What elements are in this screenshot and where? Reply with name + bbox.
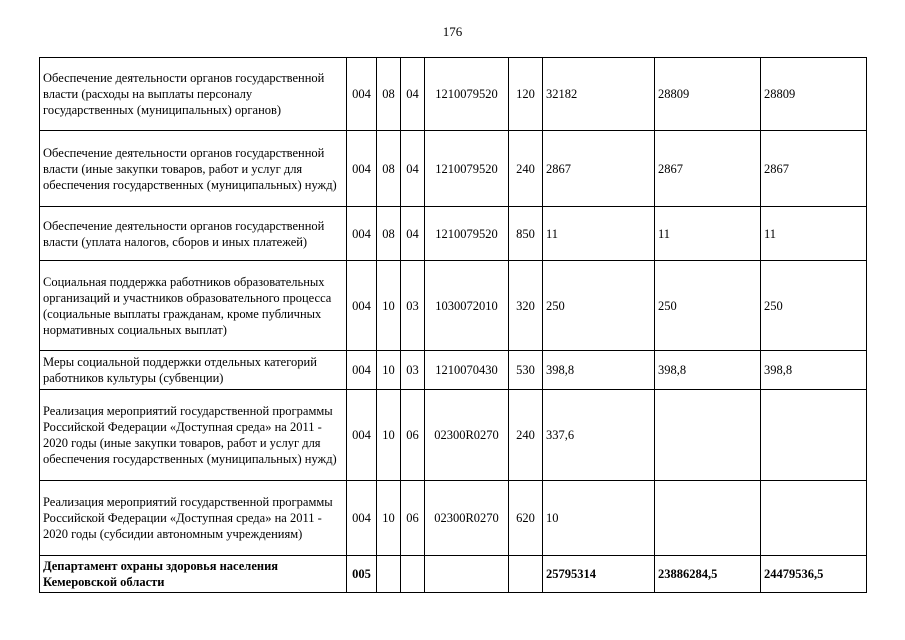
vr-code: 620 xyxy=(509,481,543,556)
rz-code: 10 xyxy=(377,390,401,481)
csr-code: 02300R0270 xyxy=(425,390,509,481)
row-description: Департамент охраны здоровья населения Кемеровской области xyxy=(40,556,347,593)
amount-1: 10 xyxy=(543,481,655,556)
row-description: Обеспечение деятельности органов государственной власти (расходы на выплаты персоналу государственных (муниципальных) органов) xyxy=(40,58,347,131)
pr-code: 04 xyxy=(401,131,425,207)
table-row xyxy=(40,556,867,593)
row-description: Реализация мероприятий государственной программы Российской Федерации «Доступная среда» на 2011 - 2020 годы (субсидии автономным учреждениям) xyxy=(40,481,347,556)
row-description: Меры социальной поддержки отдельных категорий работников культуры (субвенции) xyxy=(40,351,347,390)
vr-code: 850 xyxy=(509,207,543,261)
amount-1: 337,6 xyxy=(543,390,655,481)
amount-3: 398,8 xyxy=(761,351,867,390)
amount-2: 28809 xyxy=(655,58,761,131)
amount-3: 250 xyxy=(761,261,867,351)
amount-1: 2867 xyxy=(543,131,655,207)
vr-code: 320 xyxy=(509,261,543,351)
amount-1: 11 xyxy=(543,207,655,261)
csr-code xyxy=(425,556,509,593)
csr-code: 1210079520 xyxy=(425,58,509,131)
rz-code: 10 xyxy=(377,261,401,351)
ved-code: 005 xyxy=(347,556,377,593)
pr-code xyxy=(401,556,425,593)
row-description: Обеспечение деятельности органов государственной власти (иные закупки товаров, работ и услуг для обеспечения государственных (муниципальных) нужд) xyxy=(40,131,347,207)
table-row xyxy=(40,58,867,131)
pr-code: 04 xyxy=(401,58,425,131)
csr-code: 1210079520 xyxy=(425,207,509,261)
vr-code: 120 xyxy=(509,58,543,131)
amount-3: 28809 xyxy=(761,58,867,131)
rz-code: 10 xyxy=(377,481,401,556)
rz-code: 08 xyxy=(377,131,401,207)
vr-code: 240 xyxy=(509,131,543,207)
pr-code: 03 xyxy=(401,261,425,351)
amount-2: 398,8 xyxy=(655,351,761,390)
vr-code: 530 xyxy=(509,351,543,390)
amount-2: 11 xyxy=(655,207,761,261)
ved-code: 004 xyxy=(347,481,377,556)
amount-3 xyxy=(761,481,867,556)
amount-2: 23886284,5 xyxy=(655,556,761,593)
rz-code: 08 xyxy=(377,58,401,131)
table-row xyxy=(40,207,867,261)
page-number: 176 xyxy=(442,24,463,39)
ved-code: 004 xyxy=(347,261,377,351)
ved-code: 004 xyxy=(347,351,377,390)
vr-code xyxy=(509,556,543,593)
amount-1: 398,8 xyxy=(543,351,655,390)
row-description: Обеспечение деятельности органов государственной власти (уплата налогов, сборов и иных платежей) xyxy=(40,207,347,261)
csr-code: 1210079520 xyxy=(425,131,509,207)
table-row xyxy=(40,261,867,351)
vr-code: 240 xyxy=(509,390,543,481)
rz-code xyxy=(377,556,401,593)
pr-code: 03 xyxy=(401,351,425,390)
amount-1: 32182 xyxy=(543,58,655,131)
amount-2: 2867 xyxy=(655,131,761,207)
amount-3: 2867 xyxy=(761,131,867,207)
amount-3 xyxy=(761,390,867,481)
ved-code: 004 xyxy=(347,131,377,207)
ved-code: 004 xyxy=(347,390,377,481)
budget-table xyxy=(39,57,867,593)
amount-1: 250 xyxy=(543,261,655,351)
table-row xyxy=(40,131,867,207)
pr-code: 06 xyxy=(401,481,425,556)
amount-1: 25795314 xyxy=(543,556,655,593)
csr-code: 1030072010 xyxy=(425,261,509,351)
amount-3: 24479536,5 xyxy=(761,556,867,593)
rz-code: 08 xyxy=(377,207,401,261)
amount-2: 250 xyxy=(655,261,761,351)
rz-code: 10 xyxy=(377,351,401,390)
csr-code: 1210070430 xyxy=(425,351,509,390)
table-row xyxy=(40,390,867,481)
table-row xyxy=(40,481,867,556)
amount-2 xyxy=(655,481,761,556)
ved-code: 004 xyxy=(347,58,377,131)
pr-code: 04 xyxy=(401,207,425,261)
csr-code: 02300R0270 xyxy=(425,481,509,556)
table-row xyxy=(40,351,867,390)
amount-2 xyxy=(655,390,761,481)
row-description: Реализация мероприятий государственной программы Российской Федерации «Доступная среда» на 2011 - 2020 годы (иные закупки товаров, работ и услуг для обеспечения государственных (муниципальных) нужд) xyxy=(40,390,347,481)
amount-3: 11 xyxy=(761,207,867,261)
ved-code: 004 xyxy=(347,207,377,261)
pr-code: 06 xyxy=(401,390,425,481)
row-description: Социальная поддержка работников образовательных организаций и участников образовательного процесса (социальные выплаты гражданам, кроме публичных нормативных социальных выплат) xyxy=(40,261,347,351)
